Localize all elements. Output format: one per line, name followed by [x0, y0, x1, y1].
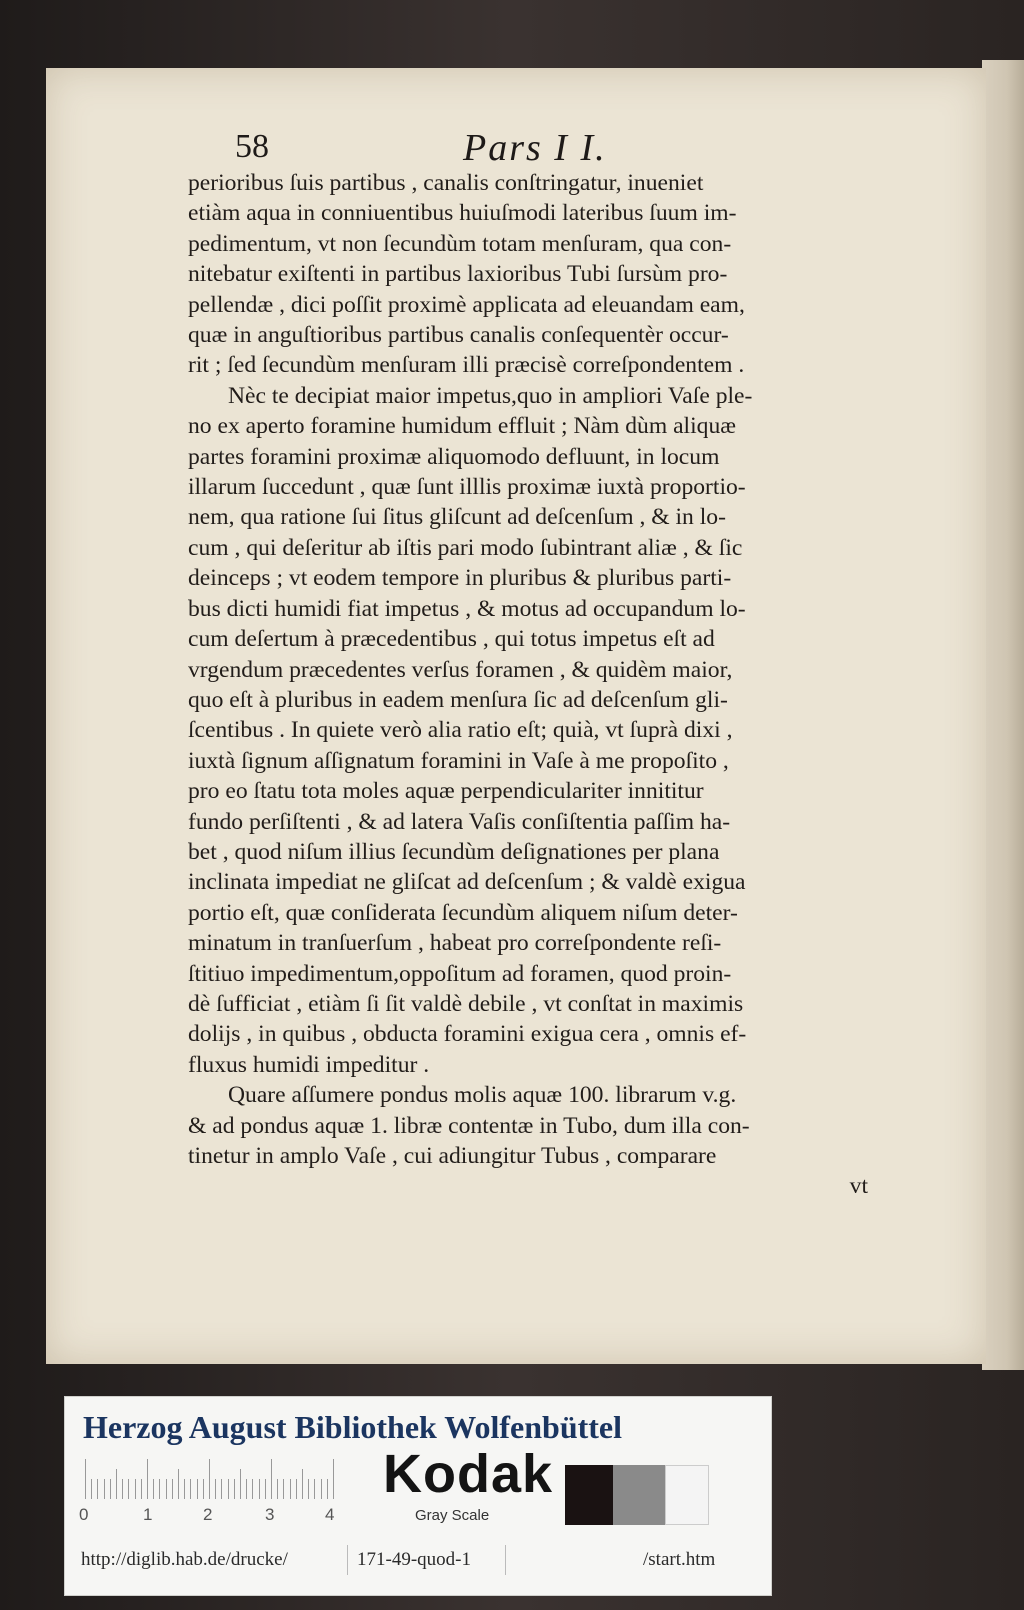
- text-line: & ad pondus aquæ 1. libræ contentæ in Tubo, dum illa con-: [188, 1112, 750, 1139]
- text-line: rit ; ſed ſecundùm menſuram illi præcisè correſpondentem .: [188, 352, 745, 379]
- text-line: iuxtà ſignum aſſignatum foramini in Vaſe à me propoſito ,: [188, 747, 729, 774]
- ruler-tick: [271, 1459, 272, 1499]
- ruler-tick: [116, 1469, 117, 1499]
- ruler-tick: [327, 1479, 328, 1499]
- page-number: 58: [235, 128, 269, 165]
- ruler-tick: [333, 1459, 334, 1499]
- text-line: deinceps ; vt eodem tempore in pluribus & pluribus parti-: [188, 565, 732, 592]
- text-line: partes foramini proximæ aliquomodo defluunt, in locum: [188, 443, 720, 470]
- swatch-white: [665, 1465, 709, 1525]
- ruler-label: 1: [143, 1505, 153, 1524]
- text-line: nitebatur exiſtenti in partibus laxioribus Tubi ſursùm pro-: [188, 261, 728, 288]
- ruler-tick: [259, 1479, 260, 1499]
- ruler-tick: [166, 1479, 167, 1499]
- text-line: vrgendum præcedentes verſus foramen , & quidèm maior,: [188, 656, 733, 683]
- text-line: minatum in tranſuerſum , habeat pro correſpondente reſi-: [188, 930, 722, 957]
- catchword: vt: [849, 1173, 868, 1200]
- ruler-tick: [277, 1479, 278, 1499]
- ruler-tick: [215, 1479, 216, 1499]
- ruler-tick: [197, 1479, 198, 1499]
- ruler-tick: [122, 1479, 123, 1499]
- ruler-tick: [128, 1479, 129, 1499]
- shelfmark: 171-49-quod-1: [357, 1549, 471, 1570]
- ruler-tick: [97, 1479, 98, 1499]
- swatch-black: [565, 1465, 613, 1525]
- library-name: Herzog August Bibliothek Wolfenbüttel: [83, 1409, 623, 1445]
- ruler-tick: [153, 1479, 154, 1499]
- ruler-label: 3: [265, 1505, 275, 1524]
- ruler-tick: [228, 1479, 229, 1499]
- ruler-tick: [321, 1479, 322, 1499]
- ruler-tick: [190, 1479, 191, 1499]
- ruler-scale: [85, 1459, 375, 1503]
- ruler-tick: [252, 1479, 253, 1499]
- start-link: /start.htm: [643, 1549, 716, 1570]
- ruler-tick: [265, 1479, 266, 1499]
- ruler-tick: [91, 1479, 92, 1499]
- divider: [505, 1545, 506, 1575]
- text-line: no ex aperto foramine humidum effluit ; Nàm dùm aliquæ: [188, 413, 737, 440]
- ruler-labels: [79, 1505, 379, 1527]
- text-line: cum deſertum à præcedentibus , qui totus impetus eſt ad: [188, 626, 715, 653]
- ruler-tick: [296, 1479, 297, 1499]
- ruler-tick: [221, 1479, 222, 1499]
- text-line: fluxus humidi impeditur .: [188, 1051, 430, 1078]
- text-line: illarum ſuccedunt , quæ ſunt illlis proximæ iuxtà proportio-: [188, 474, 746, 501]
- text-line: ſtitiuo impedimentum,oppoſitum ad foramen, quod proin-: [188, 960, 732, 987]
- ruler-tick: [234, 1479, 235, 1499]
- ruler-label: 2: [203, 1505, 213, 1524]
- ruler-tick: [290, 1479, 291, 1499]
- text-line: tinetur in amplo Vaſe , cui adiungitur Tubus , comparare: [188, 1143, 717, 1169]
- divider: [347, 1545, 348, 1575]
- ruler-tick: [110, 1479, 111, 1499]
- ruler-tick: [240, 1469, 241, 1499]
- ruler-tick: [302, 1469, 303, 1499]
- ruler-tick: [184, 1479, 185, 1499]
- ruler-tick: [147, 1459, 148, 1499]
- ruler-tick: [246, 1479, 247, 1499]
- ruler-tick: [159, 1479, 160, 1499]
- text-line: etiàm aqua in conniuentibus huiuſmodi lateribus ſuum im-: [188, 200, 737, 227]
- ruler-tick: [308, 1479, 309, 1499]
- text-line: pro eo ſtatu tota moles aquæ perpendiculariter innititur: [188, 778, 704, 805]
- ruler-tick: [283, 1479, 284, 1499]
- ruler-tick: [172, 1479, 173, 1499]
- source-url: http://diglib.hab.de/drucke/: [81, 1549, 288, 1570]
- text-line: quo eſt à pluribus in eadem menſura ſic ad deſcenſum gli-: [188, 686, 728, 713]
- running-head: Pars I I.: [463, 127, 607, 169]
- swatch-gray: [613, 1465, 665, 1525]
- ruler-label: 0: [79, 1505, 89, 1524]
- ruler-label: 4: [325, 1505, 335, 1524]
- text-line: pedimentum, vt non ſecundùm totam menſuram, qua con-: [188, 230, 732, 257]
- text-line: portio eſt, quæ conſiderata ſecundùm aliquem niſum deter-: [188, 899, 738, 926]
- text-line: quæ in anguſtioribus partibus canalis conſequentèr occur-: [188, 322, 729, 349]
- text-line: nem, qua ratione ſui ſitus gliſcunt ad deſcenſum , & in lo-: [188, 504, 726, 531]
- gray-swatches: [565, 1465, 765, 1525]
- text-line: pellendæ , dici poſſit proximè applicata ad eleuandam eam,: [188, 291, 745, 318]
- facing-page-edge: [982, 60, 1024, 1370]
- ruler-tick: [314, 1479, 315, 1499]
- ruler-tick: [141, 1479, 142, 1499]
- gray-scale-label: Gray Scale: [415, 1507, 490, 1524]
- text-line: Quare aſſumere pondus molis aquæ 100. librarum v.g.: [228, 1082, 737, 1109]
- text-line: Nèc te decipiat maior impetus,quo in ampliori Vaſe ple-: [228, 382, 753, 409]
- text-line: fundo perſiſtenti , & ad latera Vaſis conſiſtentia paſſim ha-: [188, 808, 731, 835]
- text-line: ſcentibus . In quiete verò alia ratio eſt; quià, vt ſuprà dixi ,: [188, 717, 733, 744]
- ruler-tick: [85, 1459, 86, 1499]
- body-text: [188, 168, 928, 1202]
- kodak-logo: Kodak: [383, 1444, 554, 1504]
- text-line: perioribus ſuis partibus , canalis conſtringatur, inueniet: [188, 170, 704, 196]
- ruler-tick: [178, 1469, 179, 1499]
- text-line: dè ſufficiat , etiàm ſi ſit valdè debile , vt conſtat in maximis: [188, 990, 744, 1017]
- ruler-tick: [209, 1459, 210, 1499]
- ruler-tick: [135, 1479, 136, 1499]
- text-line: dolijs , in quibus , obducta foramini exigua cera , omnis ef-: [188, 1021, 747, 1048]
- text-line: bus dicti humidi fiat impetus , & motus ad occupandum lo-: [188, 595, 746, 622]
- ruler-tick: [203, 1479, 204, 1499]
- color-target-card: [64, 1396, 772, 1596]
- text-line: bet , quod niſum illius ſecundùm deſignationes per plana: [188, 838, 720, 865]
- text-line: inclinata impediat ne gliſcat ad deſcenſum ; & valdè exigua: [188, 869, 746, 896]
- text-line: cum , qui deſeritur ab iſtis pari modo ſubintrant aliæ , & ſic: [188, 534, 743, 561]
- ruler-tick: [104, 1479, 105, 1499]
